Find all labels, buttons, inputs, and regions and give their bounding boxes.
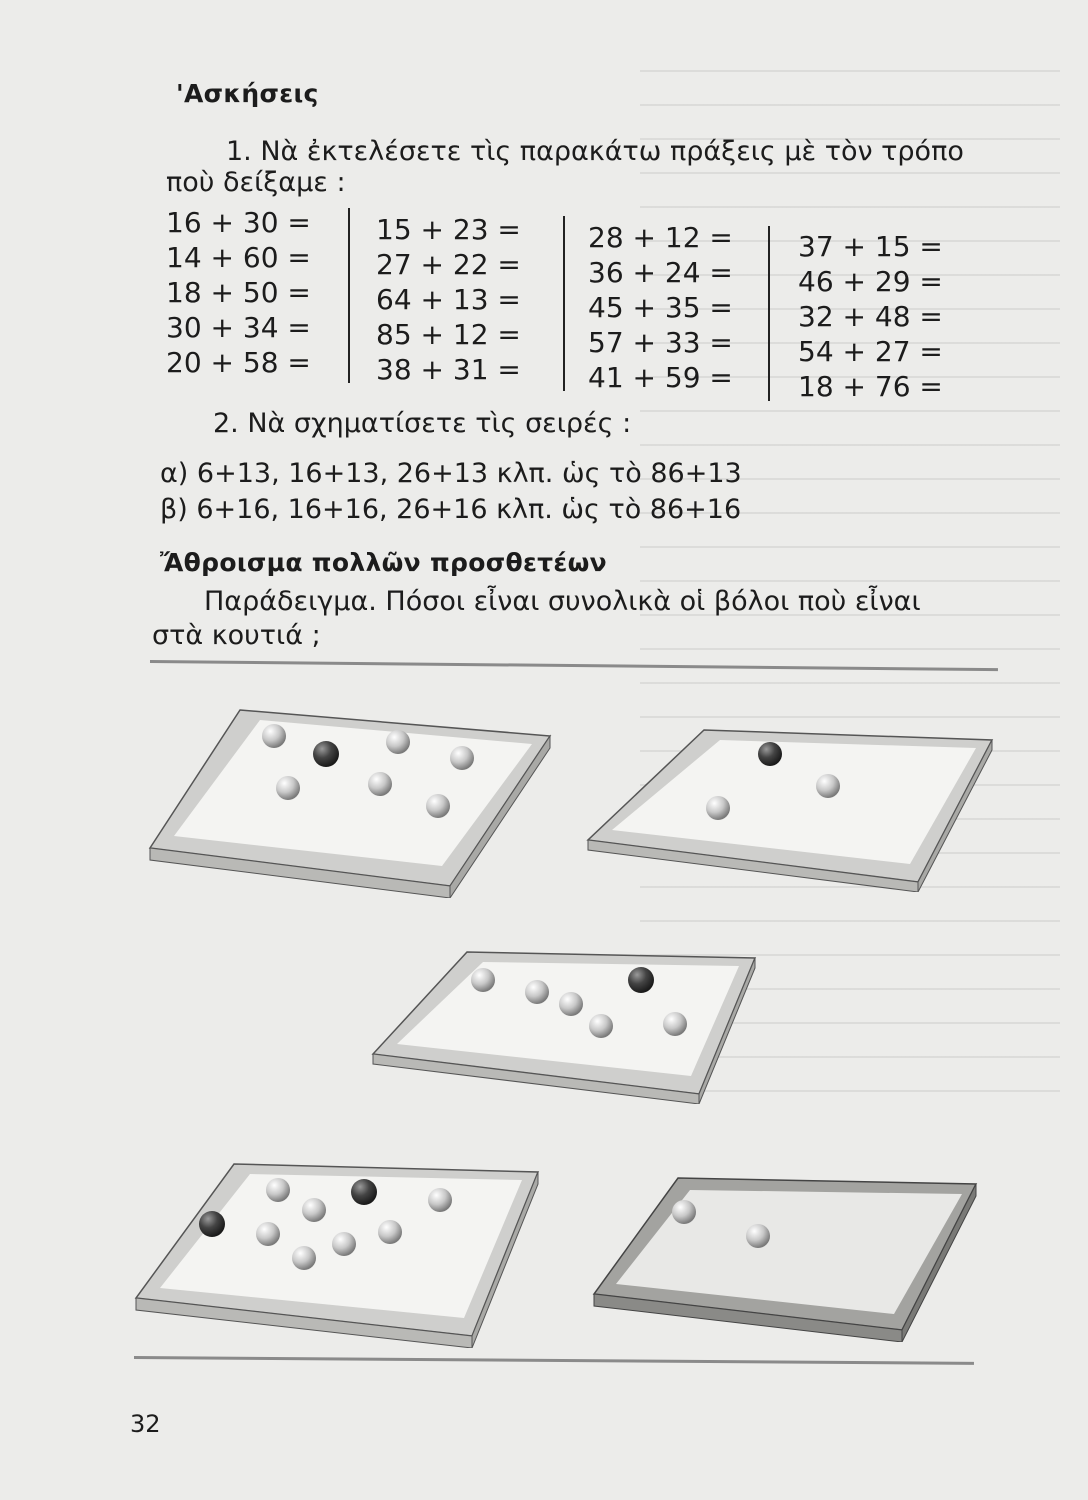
marble bbox=[199, 1211, 225, 1237]
sum-item: 30 + 34 = bbox=[166, 311, 311, 344]
marble bbox=[426, 794, 450, 818]
exercises-heading: 'Ασκήσεις bbox=[176, 79, 319, 108]
marble bbox=[471, 968, 495, 992]
sum-item: 14 + 60 = bbox=[166, 241, 311, 274]
sums-column-4 bbox=[798, 229, 943, 404]
exercise-1-instruction-cont: ποὺ δείξαμε : bbox=[166, 167, 346, 198]
sum-item: 18 + 50 = bbox=[166, 276, 311, 309]
sum-item: 27 + 22 = bbox=[376, 248, 521, 281]
sum-item: 57 + 33 = bbox=[588, 326, 733, 359]
column-divider bbox=[768, 226, 770, 401]
marble bbox=[706, 796, 730, 820]
marble bbox=[386, 730, 410, 754]
exercise-1-instruction: 1. Νὰ ἐκτελέσετε τὶς παρακάτω πράξεις μὲ τὸν τρόπο bbox=[226, 136, 964, 167]
marble bbox=[816, 774, 840, 798]
box-2 bbox=[580, 722, 1000, 892]
sum-item: 41 + 59 = bbox=[588, 361, 733, 394]
marble bbox=[378, 1220, 402, 1244]
figure-top-rule bbox=[150, 660, 998, 671]
marble bbox=[589, 1014, 613, 1038]
sum-item: 32 + 48 = bbox=[798, 300, 943, 333]
sum-item: 20 + 58 = bbox=[166, 346, 311, 379]
sums-column-1 bbox=[166, 205, 311, 380]
marble bbox=[262, 724, 286, 748]
sums-column-2 bbox=[376, 212, 521, 387]
sum-item: 45 + 35 = bbox=[588, 291, 733, 324]
column-divider bbox=[563, 216, 565, 391]
marble bbox=[559, 992, 583, 1016]
box-5 bbox=[586, 1172, 986, 1342]
marble bbox=[663, 1012, 687, 1036]
marble bbox=[351, 1179, 377, 1205]
sum-item: 38 + 31 = bbox=[376, 353, 521, 386]
sum-item: 85 + 12 = bbox=[376, 318, 521, 351]
marble bbox=[266, 1178, 290, 1202]
column-divider bbox=[348, 208, 350, 383]
marble bbox=[256, 1222, 280, 1246]
marble bbox=[628, 967, 654, 993]
sum-item: 64 + 13 = bbox=[376, 283, 521, 316]
box-3 bbox=[365, 944, 765, 1104]
sum-item: 37 + 15 = bbox=[798, 230, 943, 263]
marble bbox=[302, 1198, 326, 1222]
exercise-2-series-a: α) 6+13, 16+13, 26+13 κλπ. ὡς τὸ 86+13 bbox=[160, 458, 742, 489]
sum-item: 18 + 76 = bbox=[798, 370, 943, 403]
marble bbox=[428, 1188, 452, 1212]
sum-item: 46 + 29 = bbox=[798, 265, 943, 298]
example-text-cont: στὰ κουτιά ; bbox=[152, 620, 321, 651]
marble bbox=[758, 742, 782, 766]
marble bbox=[332, 1232, 356, 1256]
marble bbox=[672, 1200, 696, 1224]
box-1 bbox=[140, 698, 560, 898]
marble bbox=[450, 746, 474, 770]
exercise-2-series-b: β) 6+16, 16+16, 26+16 κλπ. ὡς τὸ 86+16 bbox=[160, 494, 742, 525]
marble bbox=[313, 741, 339, 767]
marble bbox=[525, 980, 549, 1004]
exercise-2-instruction: 2. Νὰ σχηματίσετε τὶς σειρές : bbox=[213, 408, 632, 439]
sums-column-3 bbox=[588, 220, 733, 395]
section-heading: Ἄθροισμα πολλῶν προσθετέων bbox=[160, 548, 607, 577]
page-number: 32 bbox=[130, 1410, 161, 1438]
figure-bottom-rule bbox=[134, 1356, 974, 1365]
sum-item: 15 + 23 = bbox=[376, 213, 521, 246]
sum-item: 28 + 12 = bbox=[588, 221, 733, 254]
marble bbox=[276, 776, 300, 800]
sum-item: 54 + 27 = bbox=[798, 335, 943, 368]
marble bbox=[292, 1246, 316, 1270]
marble bbox=[368, 772, 392, 796]
box-4 bbox=[128, 1158, 548, 1348]
marble bbox=[746, 1224, 770, 1248]
sum-item: 16 + 30 = bbox=[166, 206, 311, 239]
example-text: Παράδειγμα. Πόσοι εἶναι συνολικὰ οἱ βόλοι ποὺ εἶναι bbox=[204, 586, 921, 617]
sum-item: 36 + 24 = bbox=[588, 256, 733, 289]
